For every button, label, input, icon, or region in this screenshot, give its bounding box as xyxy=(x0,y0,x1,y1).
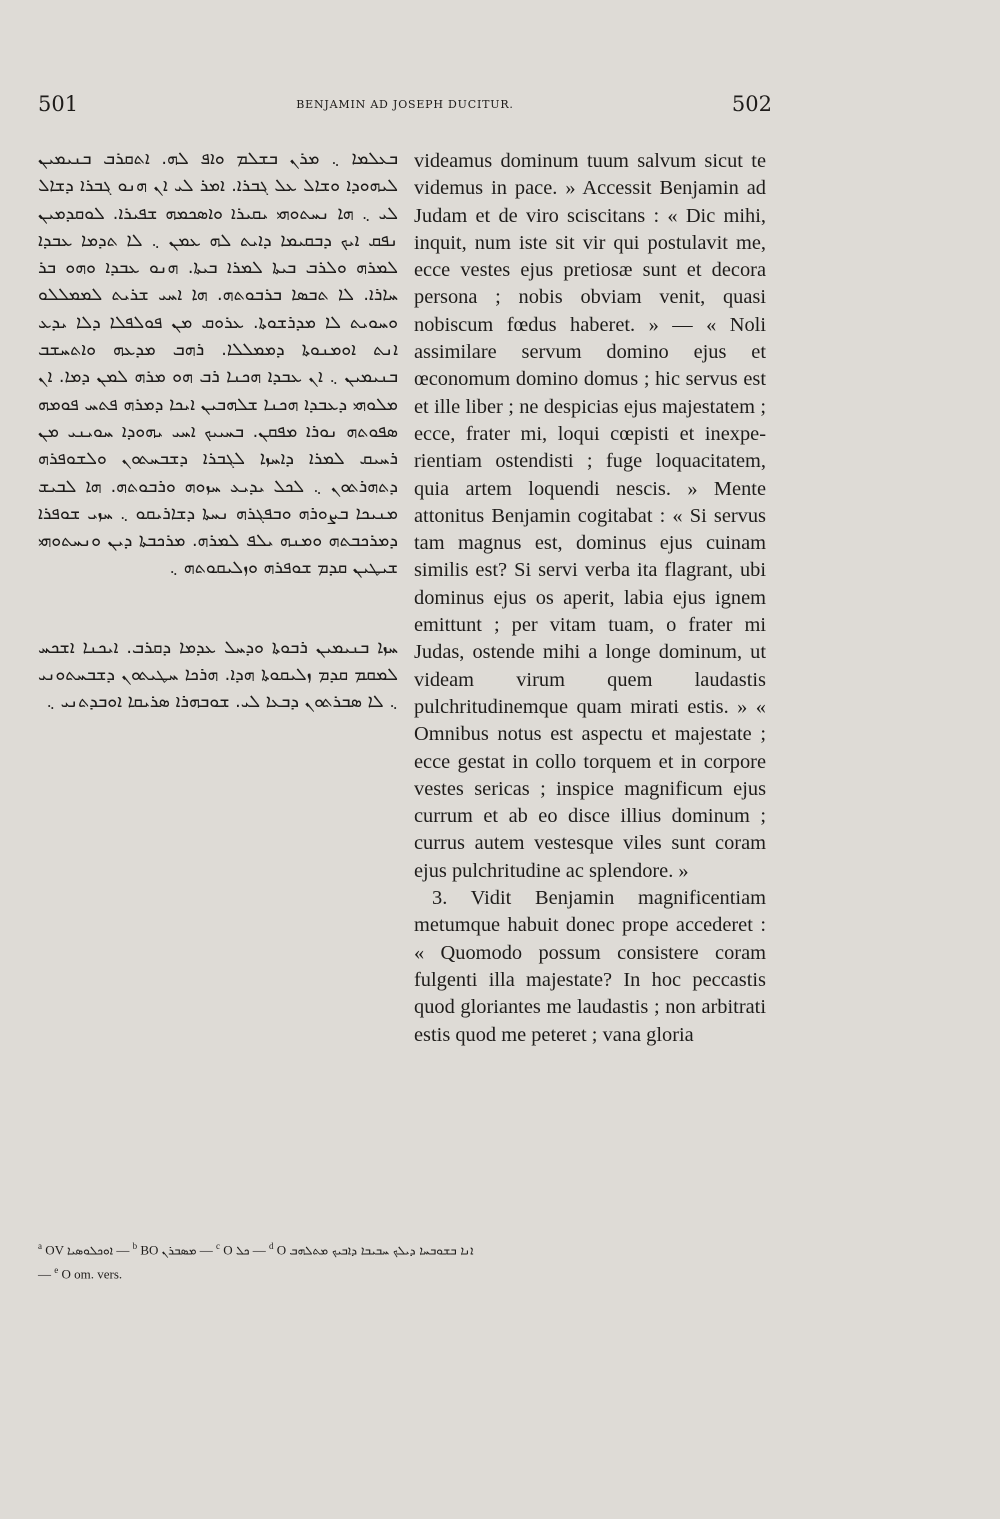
note-b-text: ܡܣܒܪܢ xyxy=(161,1243,197,1258)
latin-paragraph-1: videamus dominum tuum salvum sicut te videmus in pace. » Accessit Benjamin ad Judam et de viro sciscitans : « Dic mihi, inquit, num iste sit vir qui postulavit me, ecce vestes ejus pretiosæ sunt et decora persona ; nobis obviam venit, quasi nobiscum fœdus haberet. » — « Noli assimilare servum domino ejus et œconomum domino domus ; hic servus est et ille liber ; ne despicias ejus majestatem ; ecce, frater mi, loqui cœpisti et inexperientiam ostendisti ; fuge loquacitatem, quia artem loquendi nescis. » Mente attonitus Benjamin cogitabat : « Si servus tam magnus est, dominus ejus cuinam similis est? Si servi verba ita flagrant, ubi dominus ejus os aperit, labia ejus ignem emittunt ; per vitam tuam, o frater mi Judas, ostende mihi a longe dominum, ut videam virum quem laudastis pulchritudinemque quam mirati estis. » « Omnibus notus est aspectu et majestate ; ecce gestat in collo torquem et in corpore vestes sericas ; inspice magnificum ejus currum et ab eo disce illius dominum ; currus autem vestesque viles sunt coram ejus pulchritudine ac splendore. » xyxy=(414,150,766,882)
note-e-siglum: O om. vers. xyxy=(61,1266,123,1282)
latin-paragraph-2: 3. Vidit Benjamin magnificentiam metumque habuit donec prope accederet : « Quomodo possum consistere coram fulgenti illa majestate? In hoc peccastis quod gloriantes me laudastis ; non arbitrati estis quod me peteret ; vana gloria xyxy=(414,887,766,1046)
note-d-marker: d xyxy=(269,1241,274,1251)
note-a-text: ܐܘܟܠܘܣܝܐ xyxy=(67,1243,114,1258)
note-a-marker: a xyxy=(38,1241,42,1251)
note-a-siglum: OV xyxy=(45,1242,64,1258)
note-b-siglum: BO xyxy=(140,1242,159,1258)
page-header xyxy=(38,92,772,122)
note-c-marker: c xyxy=(215,1241,220,1251)
running-title: BENJAMIN AD JOSEPH DUCITUR. xyxy=(296,98,514,111)
note-e-marker: e xyxy=(54,1265,59,1276)
note-b-marker: b xyxy=(132,1241,138,1251)
notes-line-2: — $^e$ O om. vers. xyxy=(38,1265,123,1282)
page-number-right: 502 xyxy=(731,92,772,116)
note-c-siglum: O xyxy=(223,1242,233,1258)
latin-translation-column xyxy=(414,148,766,1049)
notes-line-1: $^a$ OV ܐܘܟܠܘܣܝܐ — $^b$ BO ܡܣܒܪܢ — $^c$ O ܟܠ — $^d$ O ܐܢܐ ܒܫܘܒܚܐ ܕܝܠܟ ܚܒܝܒܐ ܕܐܒܝܟ ܡܬܠܗܒ xyxy=(38,1241,474,1258)
note-d-siglum: O xyxy=(276,1242,287,1258)
syriac-text-column xyxy=(38,146,398,1186)
note-d-text: ܐܢܐ ܒܫܘܒܚܐ ܕܝܠܟ ܚܒܝܒܐ ܕܐܒܝܟ ܡܬܠܗܒ xyxy=(289,1243,474,1258)
syriac-paragraph-2: ܚܙܐ ܒܢܝܡܝܢ ܪܒܘܬܐ ܘܕܚܠ ܥܕܡܐ ܕܩܪܒ. ܐܝܟܢܐ ܐܫܟܚ ܠܡܩܡ ܩܕܡ ܙܠܝܩܘܬܐ ܗܕܐ. ܗܪܟܐ ܚܛܝܬܘܢ ܕܫܒܚܬܘܢܝ ܆ ܠܐ ܣܒܪܬܘܢ ܕܒܥܐ ܠܝ. ܫܘܒܗܪܐ ܣܪܝܩܐ ܐܘܒܕܬܢܝ ܆ xyxy=(38,637,398,713)
syriac-paragraph-1: ܒܥܠܡܐ ܆ ܡܪܢ ܒܫܠܡ ܘܐܦ ܠܗ. ܐܬܩܪܒ ܒܢܝܡܝܢ ܠܝܗܘܕܐ ܘܫܐܠ ܥܠ ܓܒܪܐ. ܐܡܪ ܠܝ ܐܢ ܗܢܘ ܓܒܪܐ ܕܫܐܠ ܠܝ ܆ ܗܐ ܢܚܬܘܗܝ ܝܩܝܪܐ ܘܐܣܟܡܗ ܫܦܝܪܐ. ܠܘܩܕܡܝܢ ܢܦܩ ܐܝܟ ܕܒܩܝܡܐ ܕܐܝܬ ܠܗ ܥܡܢ ܆ ܠܐ ܬܕܡܐ ܥܒܕܐ ܠܡܪܗ ܘܠܪܒ ܒܝܬܐ ܠܡܪܐ ܒܝܬܐ. ܗܢܘ ܥܒܕܐ ܘܗܘ ܒܪ ܚܐܪܐ. ܠܐ ܬܒܣܐ ܒܪܒܘܬܗ. ܗܐ ܐܚܝ ܫܪܝܬ ܠܡܡܠܠܘ ܘܚܘܝܬ ܠܐ ܡܕܪܫܘܬܐ. ܥܪܘܩ ܡܢ ܦܘܠܦܠܐ ܕܠܐ ܝܕܥ ܐܢܬ ܐܘܡܢܘܬܐ ܕܡܡܠܠܐ. ܪܗܒ ܡܕܥܗ ܘܐܬܚܫܒ ܒܢܝܡܝܢ ܆ ܐܢ ܥܒܕܐ ܗܟܢܐ ܪܒ ܗܘ ܡܪܗ ܠܡܢ ܕܡܐ. ܐܢ ܡܠܘܗܝ ܕܥܒܕܐ ܗܟܢܐ ܫܠܗܒܝܢ ܐܝܟܐ ܕܡܪܗ ܦܬܚ ܦܘܡܗ ܣܦܘܬܗ ܢܘܪܐ ܡܦܩܢ. ܒܚܝܝܟ ܐܚܝ ܝܗܘܕܐ ܚܘܝܢܝ ܡܢ ܪܚܝܩ ܠܡܪܐ ܕܐܚܙܐ ܠܓܒܪܐ ܕܫܒܚܬܘܢ ܘܠܫܘܦܪܗ ܕܬܗܪܬܘܢ ܆ ܠܟܠ ܝܕܝܥ ܚܙܘܗ ܘܪܒܘܬܗ. ܗܐ ܠܒܝܫ ܡܢܝܟܐ ܒܨܘܪܗ ܘܒܦܓܪܗ ܢܚܬܐ ܕܫܐܪܝܩܘ ܆ ܚܙܝ ܫܘܦܪܐ ܕܡܪܟܒܬܗ ܘܡܢܗ ܝܠܦ ܠܡܪܗ. ܡܪܟܒܬܐ ܕܝܢ ܘܢܚܬܘܗܝ ܫܝܛܝܢ ܩܕܡ ܫܘܦܪܗ ܘܙܠܝܩܘܬܗ ܆ xyxy=(38,149,398,579)
note-c-text: ܟܠ xyxy=(235,1243,250,1258)
page-number-left: 501 xyxy=(38,92,79,116)
critical-apparatus xyxy=(38,1236,772,1285)
